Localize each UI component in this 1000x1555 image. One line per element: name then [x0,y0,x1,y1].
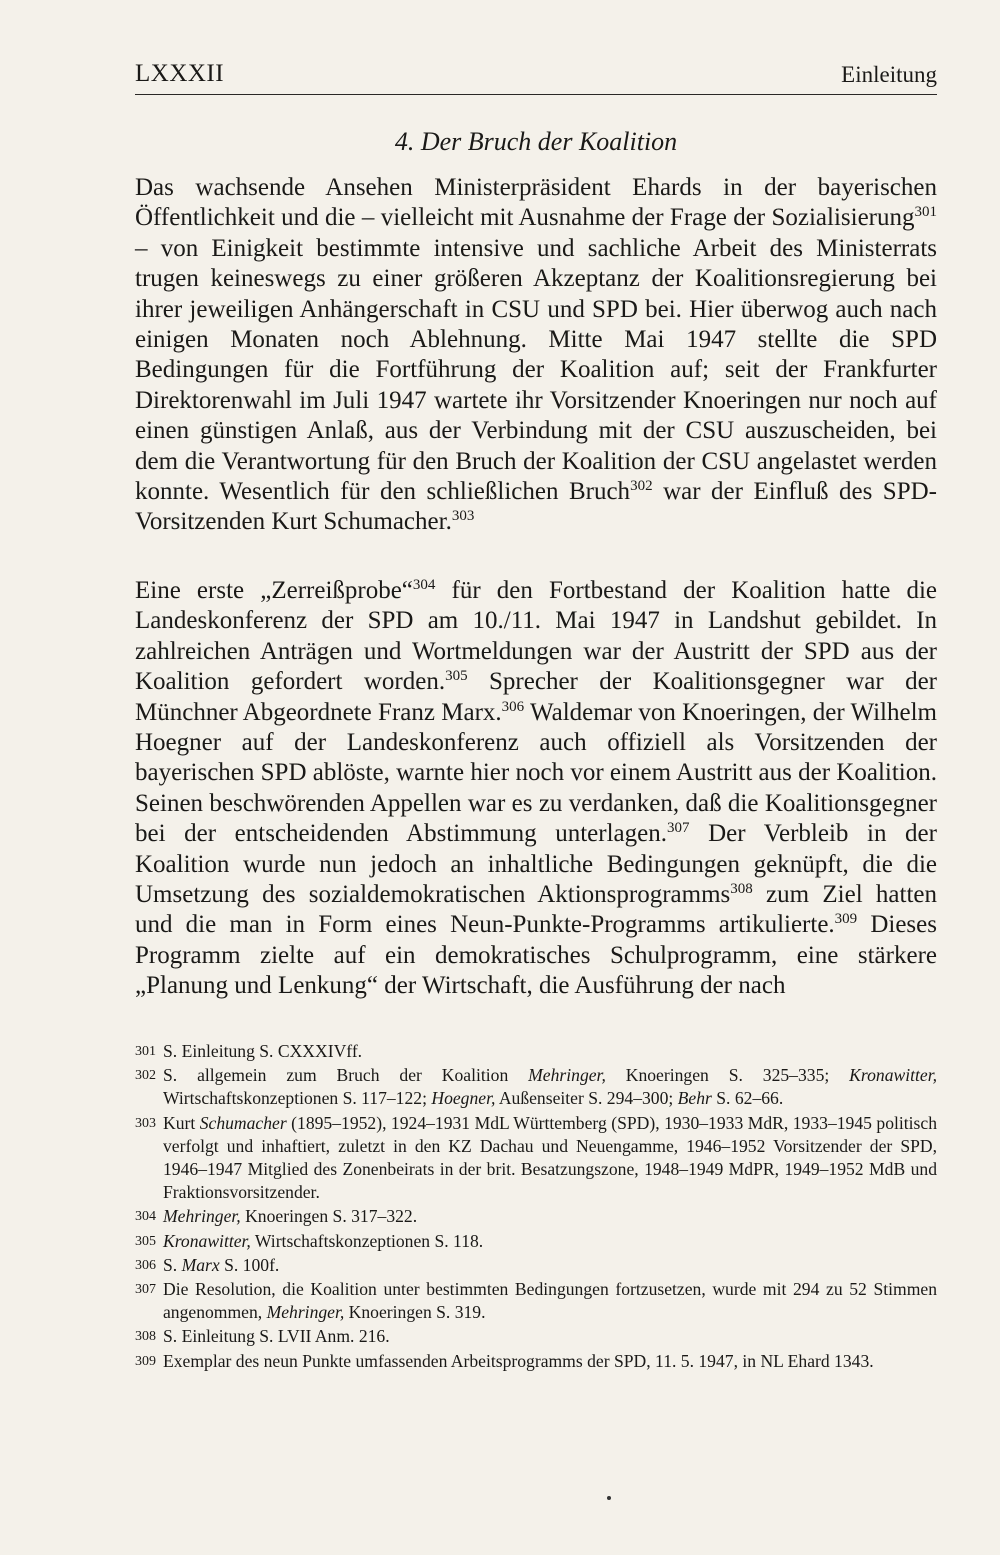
footnote [135,1350,937,1373]
print-mark [607,1496,611,1500]
footnote-ref: 304 [412,577,436,593]
footnote [135,1205,937,1228]
footnote-number: 309 [135,1353,156,1369]
footnotes [135,1040,937,1374]
running-header [135,58,937,95]
author-name: Kronawitter, [849,1065,937,1086]
author-name: Mehringer, [163,1206,241,1227]
footnote-number: 304 [135,1209,156,1225]
author-name: Mehringer, [528,1065,606,1086]
footnote-ref: 306 [501,698,525,715]
footnote [135,1064,937,1110]
footnote [135,1230,937,1253]
text-run: war der Einfluß des SPD-Vorsitzenden Kurt Schumacher. [135,478,937,536]
text-run: Kurt [163,1112,200,1133]
footnote-number: 303 [135,1115,156,1131]
author-name: Hoegner, [431,1088,496,1109]
text-run: Wirtschaftskonzeptionen S. 117–122; [163,1088,432,1109]
footnote [135,1325,937,1348]
footnote-ref: 308 [730,881,753,898]
text-run: Waldemar von Knoeringen, der Wilhelm Hoegner auf der Landeskonferenz auch offiziell als Vorsitzenden der bayerischen SPD ablöste, warnte hier noch vor einem Austritt aus der Koalition. Seinen beschwörenden Appellen war es zu verdanken, daß die Koalitionsgegner bei der entscheidenden Abstimmung unterlagen. [135,698,937,848]
footnote-number: 307 [135,1282,156,1298]
paragraph-1 [135,173,937,538]
footnote-number: 302 [135,1068,156,1084]
text-run: Der Verbleib in der Koalition wurde nun jedoch an inhaltliche Bedingungen geknüpft, die die Umsetzung des sozialdemokratischen Aktionsprogramms [135,820,937,909]
text-run: zum Ziel hatten und die man in Form eines Neun-Punkte-Programms artikulierte. [135,881,937,939]
footnote-ref: 307 [666,820,690,837]
text-run: S. Einleitung S. CXXXIVff. [163,1041,363,1061]
running-title: Einleitung [841,62,937,87]
text-run: für den Fortbestand der Koalition hatte die Landeskonferenz der SPD am 10./11. Mai 1947 in Landshut gebildet. In zahlreichen Anträgen und Wortmeldungen war der Austritt der SPD aus der Koalition gefordert worden. [135,577,937,696]
text-run: Außenseiter S. 294–300; [495,1088,678,1109]
text-run: Knoeringen S. 325–335; [605,1065,850,1086]
footnote [135,1040,937,1063]
footnote [135,1112,937,1205]
footnote [135,1278,937,1324]
text-run: S. 100f. [219,1254,280,1275]
text-run: Eine erste „Zerreißprobe“ [135,577,413,604]
footnote-number: 305 [135,1233,156,1249]
section-title: 4. Der Bruch der Koalition [394,127,678,156]
footnote [135,1254,937,1277]
footnote-ref: 301 [914,204,937,221]
author-name: Kronawitter, [163,1230,251,1251]
text-run: Knoeringen S. 317–322. [240,1206,418,1227]
page-number: LXXXII [135,60,225,87]
text-run: – von Einigkeit bestimmte intensive und sachliche Arbeit des Ministerrats trugen keineswegs zu einer größeren Akzeptanz der Koalitionsregierung bei ihrer jeweiligen Anhängerschaft in CSU und SPD bei. Hier überwog auch nach einigen Monaten noch Ablehnung. Mitte Mai 1947 stellte die SPD Bedingungen für die Fortführung der Koalition auf; seit der Frankfurter Direktorenwahl im Juli 1947 wartete ihr Vorsitzender Knoeringen nur noch auf einen günstigen Anlaß, aus der Verbindung mit der CSU auszuscheiden, bei dem die Verantwortung für den Bruch der Koalition der CSU angelastet werden konnte. Wesentlich für den schließlichen Bruch [135,234,937,506]
text-run: Sprecher der Koalitionsgegner war der Münchner Abgeordnete Franz Marx. [135,668,938,726]
text-run: Das wachsende Ansehen Ministerpräsident Ehards in der bayerischen Öffentlichkeit und die – vielleicht mit Ausnahme der Frage der Sozialisierung [135,174,937,232]
text-run: (1895–1952), 1924–1931 MdL Württemberg (SPD), 1930–1933 MdR, 1933–1945 politisch verfolgt und inhaftiert, zuletzt in den KZ Dachau und Neuengamme, 1946–1952 Vorsitzender der SPD, 1946–1947 Mitglied des Zonenbeirats in der brit. Besatzungszone, 1948–1949 MdPR, 1949–1952 MdB und Fraktionsvorsitzender. [163,1112,937,1203]
paragraph-1-text [135,173,937,538]
author-name: Mehringer, [266,1302,345,1323]
footnote-ref: 309 [834,911,858,928]
text-run: Dieses Programm zielte auf ein demokratisches Schulprogramm, eine stärkere „Planung und Lenkung“ der Wirtschaft, die Ausführung der nach [135,911,937,1000]
author-name: Marx [181,1254,220,1275]
footnote-number: 306 [135,1257,156,1273]
footnote-ref: 303 [451,508,475,525]
text-run: S. Einleitung S. LVII Anm. 216. [163,1326,390,1347]
paragraph-2-text [135,576,937,1002]
text-run: S. 62–66. [711,1088,784,1109]
text-run: S. allgemein zum Bruch der Koalition [163,1065,529,1086]
paragraph-2 [135,576,937,1002]
text-run: S. [163,1254,182,1275]
text-run: Wirtschaftskonzeptionen S. 118. [250,1230,484,1251]
author-name: Schumacher [199,1112,287,1133]
footnote-ref: 305 [445,668,468,685]
text-run: Die Resolution, die Koalition unter bestimmten Bedingungen fortzusetzen, wurde mit 294 zu 52 Stimmen angenommen, [163,1279,937,1323]
text-run: Knoeringen S. 319. [344,1302,486,1323]
text-run: Exemplar des neun Punkte umfassenden Arbeitsprogramms der SPD, 11. 5. 1947, in NL Ehard 1343. [163,1350,874,1371]
footnote-number: 308 [135,1329,156,1345]
author-name: Behr [677,1088,712,1109]
footnote-number: 301 [135,1044,156,1059]
footnote-ref: 302 [630,478,653,495]
